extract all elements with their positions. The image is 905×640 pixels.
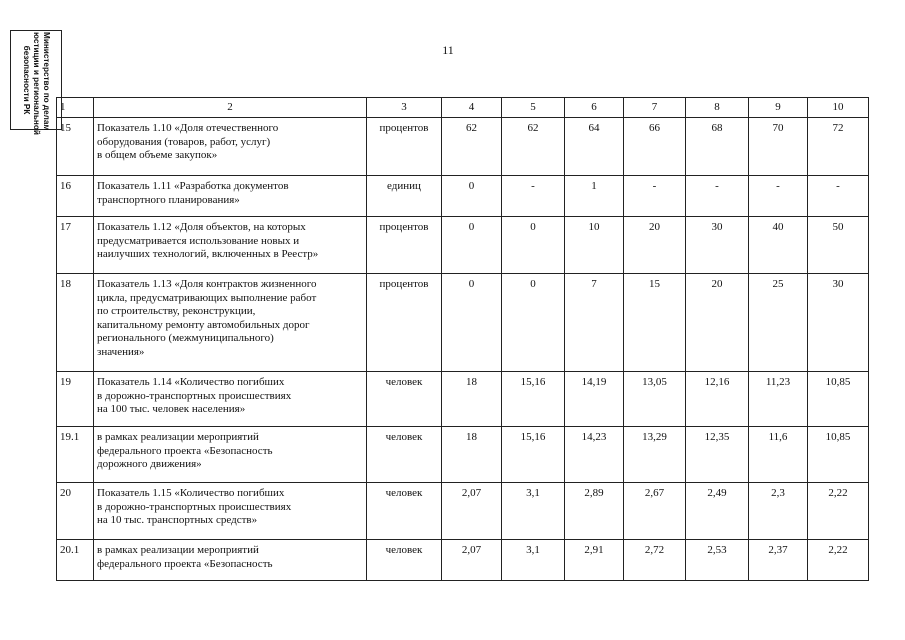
unit-cell: человек [367,483,442,540]
header-cell: 8 [686,98,749,118]
indicator-name-cell [94,427,367,483]
header-cell: 3 [367,98,442,118]
value-cell: 0 [442,274,502,372]
row-number-cell: 19.1 [57,427,94,483]
value-cell: 2,53 [686,540,749,581]
indicator-name-line: Показатель 1.12 «Доля объектов, на которых [97,221,306,233]
header-cell: 9 [749,98,808,118]
header-cell: 7 [624,98,686,118]
header-row [57,98,869,118]
indicator-name-line: в рамках реализации мероприятий [97,544,259,556]
value-cell: - [686,176,749,217]
header-cell: 4 [442,98,502,118]
value-cell: 0 [442,217,502,274]
indicator-name-cell [94,274,367,372]
value-cell: 10 [565,217,624,274]
indicator-name-line: на 100 тыс. человек населения» [97,403,246,415]
indicator-name-line: в дорожно-транспортных происшествиях [97,389,292,402]
value-cell: 7 [565,274,624,372]
value-cell: 13,05 [624,372,686,427]
value-cell: 2,22 [808,483,869,540]
value-cell: 3,1 [502,540,565,581]
value-cell: 1 [565,176,624,217]
indicator-name-line: по строительству, реконструкции, [97,305,256,317]
value-cell: 2,67 [624,483,686,540]
value-cell: 30 [686,217,749,274]
table-row [57,540,869,581]
value-cell: 0 [442,176,502,217]
indicator-name-line: в дорожно-транспортных происшествиях [97,500,292,513]
value-cell: 2,07 [442,483,502,540]
value-cell: 70 [749,118,808,176]
value-cell: 2,22 [808,540,869,581]
header-cell: 5 [502,98,565,118]
value-cell: - [808,176,869,217]
value-cell: 50 [808,217,869,274]
value-cell: 12,35 [686,427,749,483]
value-cell: - [624,176,686,217]
value-cell: 30 [808,274,869,372]
indicators-table [56,97,869,581]
header-cell: 2 [94,98,367,118]
indicator-name-cell [94,372,367,427]
indicator-name-line: цикла, предусматривающих выполнение работ [97,291,317,304]
table-row [57,118,869,176]
indicator-name-line: капитальному ремонту автомобильных дорог [97,318,310,331]
indicator-name-line: Показатель 1.13 «Доля контрактов жизненного [97,278,317,290]
header-cell: 6 [565,98,624,118]
value-cell: 10,85 [808,427,869,483]
value-cell: 2,49 [686,483,749,540]
indicator-name-line: Показатель 1.11 «Разработка документов [97,180,289,192]
stamp-line: Министерство по делам [42,32,51,131]
registration-stamp [10,30,62,135]
value-cell: 25 [749,274,808,372]
table-row [57,176,869,217]
value-cell: 14,23 [565,427,624,483]
table-row [57,427,869,483]
stamp-text [21,32,51,135]
value-cell: - [502,176,565,217]
table-row [57,217,869,274]
value-cell: 2,89 [565,483,624,540]
value-cell: 62 [442,118,502,176]
value-cell: 3,1 [502,483,565,540]
value-cell: 20 [624,217,686,274]
table-row [57,274,869,372]
row-number-cell: 20.1 [57,540,94,581]
row-number-cell: 20 [57,483,94,540]
value-cell: 15,16 [502,372,565,427]
value-cell: 2,3 [749,483,808,540]
value-cell: 18 [442,427,502,483]
value-cell: 14,19 [565,372,624,427]
row-number-cell: 17 [57,217,94,274]
stamp-line: юстиции и региональной [32,32,41,135]
row-number-cell: 19 [57,372,94,427]
stamp-line: безопасности РК [22,45,31,115]
indicator-name-line: предусматривается использование новых и [97,234,300,247]
header-cell: 1 [57,98,94,118]
indicator-name-cell [94,483,367,540]
value-cell: 72 [808,118,869,176]
unit-cell: человек [367,540,442,581]
indicator-name-line: федерального проекта «Безопасность [97,444,273,457]
value-cell: 64 [565,118,624,176]
row-number-cell: 16 [57,176,94,217]
indicator-name-line: Показатель 1.10 «Доля отечественного [97,122,279,134]
value-cell: 2,37 [749,540,808,581]
indicator-name-line: Показатель 1.14 «Количество погибших [97,376,285,388]
value-cell: 18 [442,372,502,427]
table-row [57,483,869,540]
value-cell: 15,16 [502,427,565,483]
indicator-name-line: в рамках реализации мероприятий [97,431,259,443]
row-number-cell: 18 [57,274,94,372]
indicator-name-line: Показатель 1.15 «Количество погибших [97,487,285,499]
page-number: 11 [442,43,454,57]
row-number-cell: 15 [57,118,94,176]
value-cell: 66 [624,118,686,176]
value-cell: - [749,176,808,217]
unit-cell: процентов [367,217,442,274]
indicator-name-line: транспортного планирования» [97,193,240,206]
value-cell: 11,23 [749,372,808,427]
table-row [57,372,869,427]
unit-cell: человек [367,427,442,483]
value-cell: 12,16 [686,372,749,427]
indicator-name-line: наилучших технологий, включенных в Реестр» [97,248,319,260]
value-cell: 2,72 [624,540,686,581]
value-cell: 20 [686,274,749,372]
header-cell: 10 [808,98,869,118]
unit-cell: единиц [367,176,442,217]
indicator-name-line: значения» [97,345,145,358]
indicator-name-line: в общем объеме закупок» [97,149,218,161]
unit-cell: человек [367,372,442,427]
indicator-name-cell [94,118,367,176]
value-cell: 0 [502,274,565,372]
value-cell: 62 [502,118,565,176]
unit-cell: процентов [367,274,442,372]
value-cell: 40 [749,217,808,274]
indicator-name-line: дорожного движения» [97,458,202,470]
unit-cell: процентов [367,118,442,176]
indicator-name-line: федерального проекта «Безопасность [97,557,273,570]
indicator-name-cell [94,540,367,581]
value-cell: 2,07 [442,540,502,581]
indicator-name-line: оборудования (товаров, работ, услуг) [97,135,271,148]
value-cell: 13,29 [624,427,686,483]
indicator-name-cell [94,217,367,274]
indicator-name-line: регионального (межмуниципального) [97,332,274,344]
value-cell: 11,6 [749,427,808,483]
value-cell: 68 [686,118,749,176]
value-cell: 0 [502,217,565,274]
indicator-name-line: на 10 тыс. транспортных средств» [97,514,258,526]
indicator-name-cell [94,176,367,217]
value-cell: 15 [624,274,686,372]
value-cell: 2,91 [565,540,624,581]
value-cell: 10,85 [808,372,869,427]
